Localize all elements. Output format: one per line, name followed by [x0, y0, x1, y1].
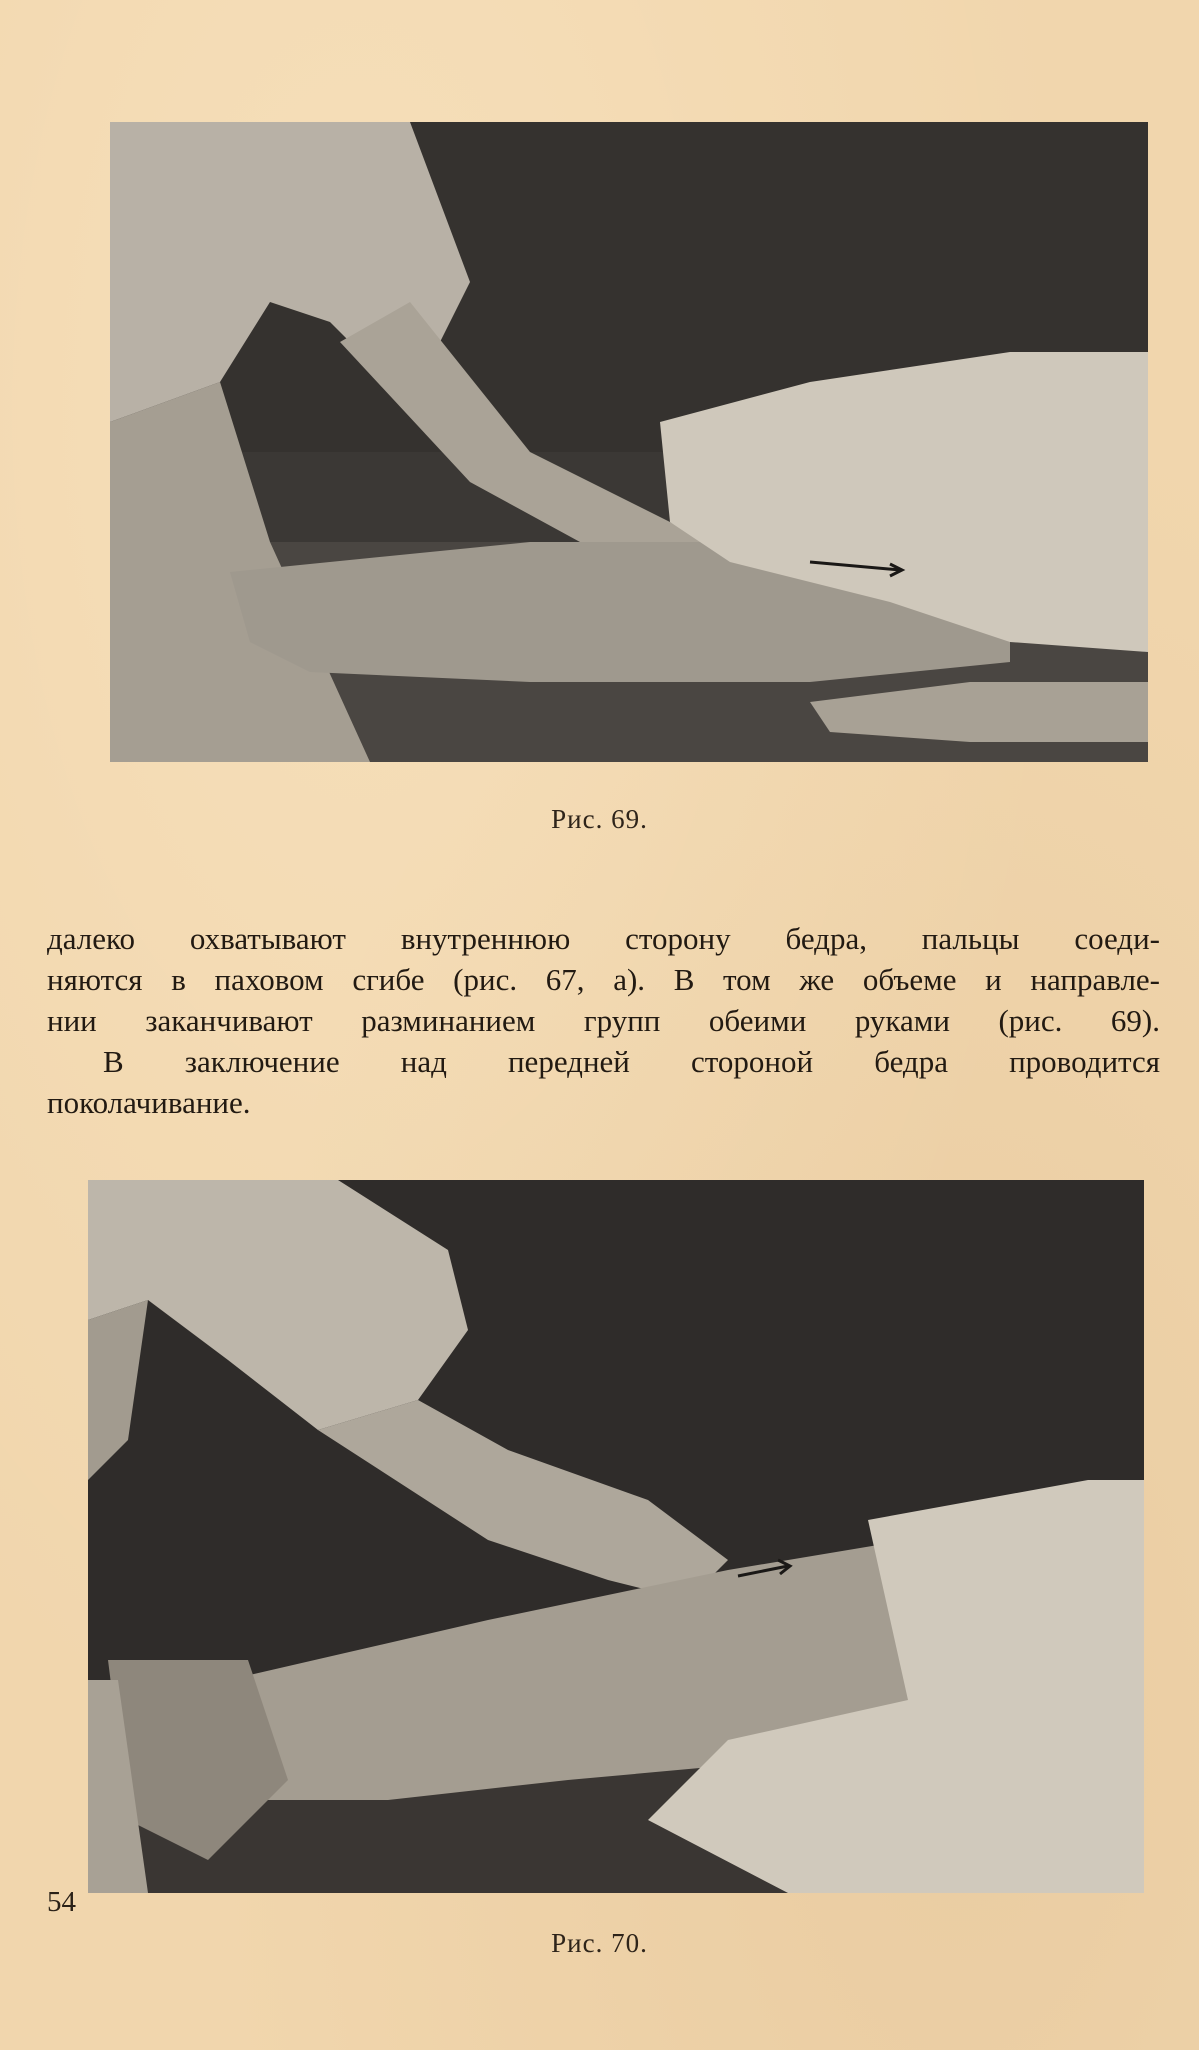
- figure-70-photo: [88, 1180, 1144, 1893]
- figure-70-caption: Рис. 70.: [551, 1928, 648, 1958]
- text-line: В заключение над передней стороной бедра проводится: [103, 1044, 1160, 1079]
- body-text: [47, 918, 1160, 1123]
- figure-69-caption: Рис. 69.: [551, 804, 648, 834]
- text-line: далеко охватывают внутреннюю сторону бедра, пальцы соеди-: [47, 921, 1160, 956]
- text-line: няются в паховом сгибе (рис. 67, а). В том же объеме и направле-: [47, 962, 1160, 997]
- text-line: поколачивание.: [47, 1085, 251, 1120]
- text-line: нии заканчивают разминанием групп обеими руками (рис. 69).: [47, 1003, 1160, 1038]
- page-number: 54: [47, 1886, 76, 1918]
- figure-69-photo: [110, 122, 1148, 762]
